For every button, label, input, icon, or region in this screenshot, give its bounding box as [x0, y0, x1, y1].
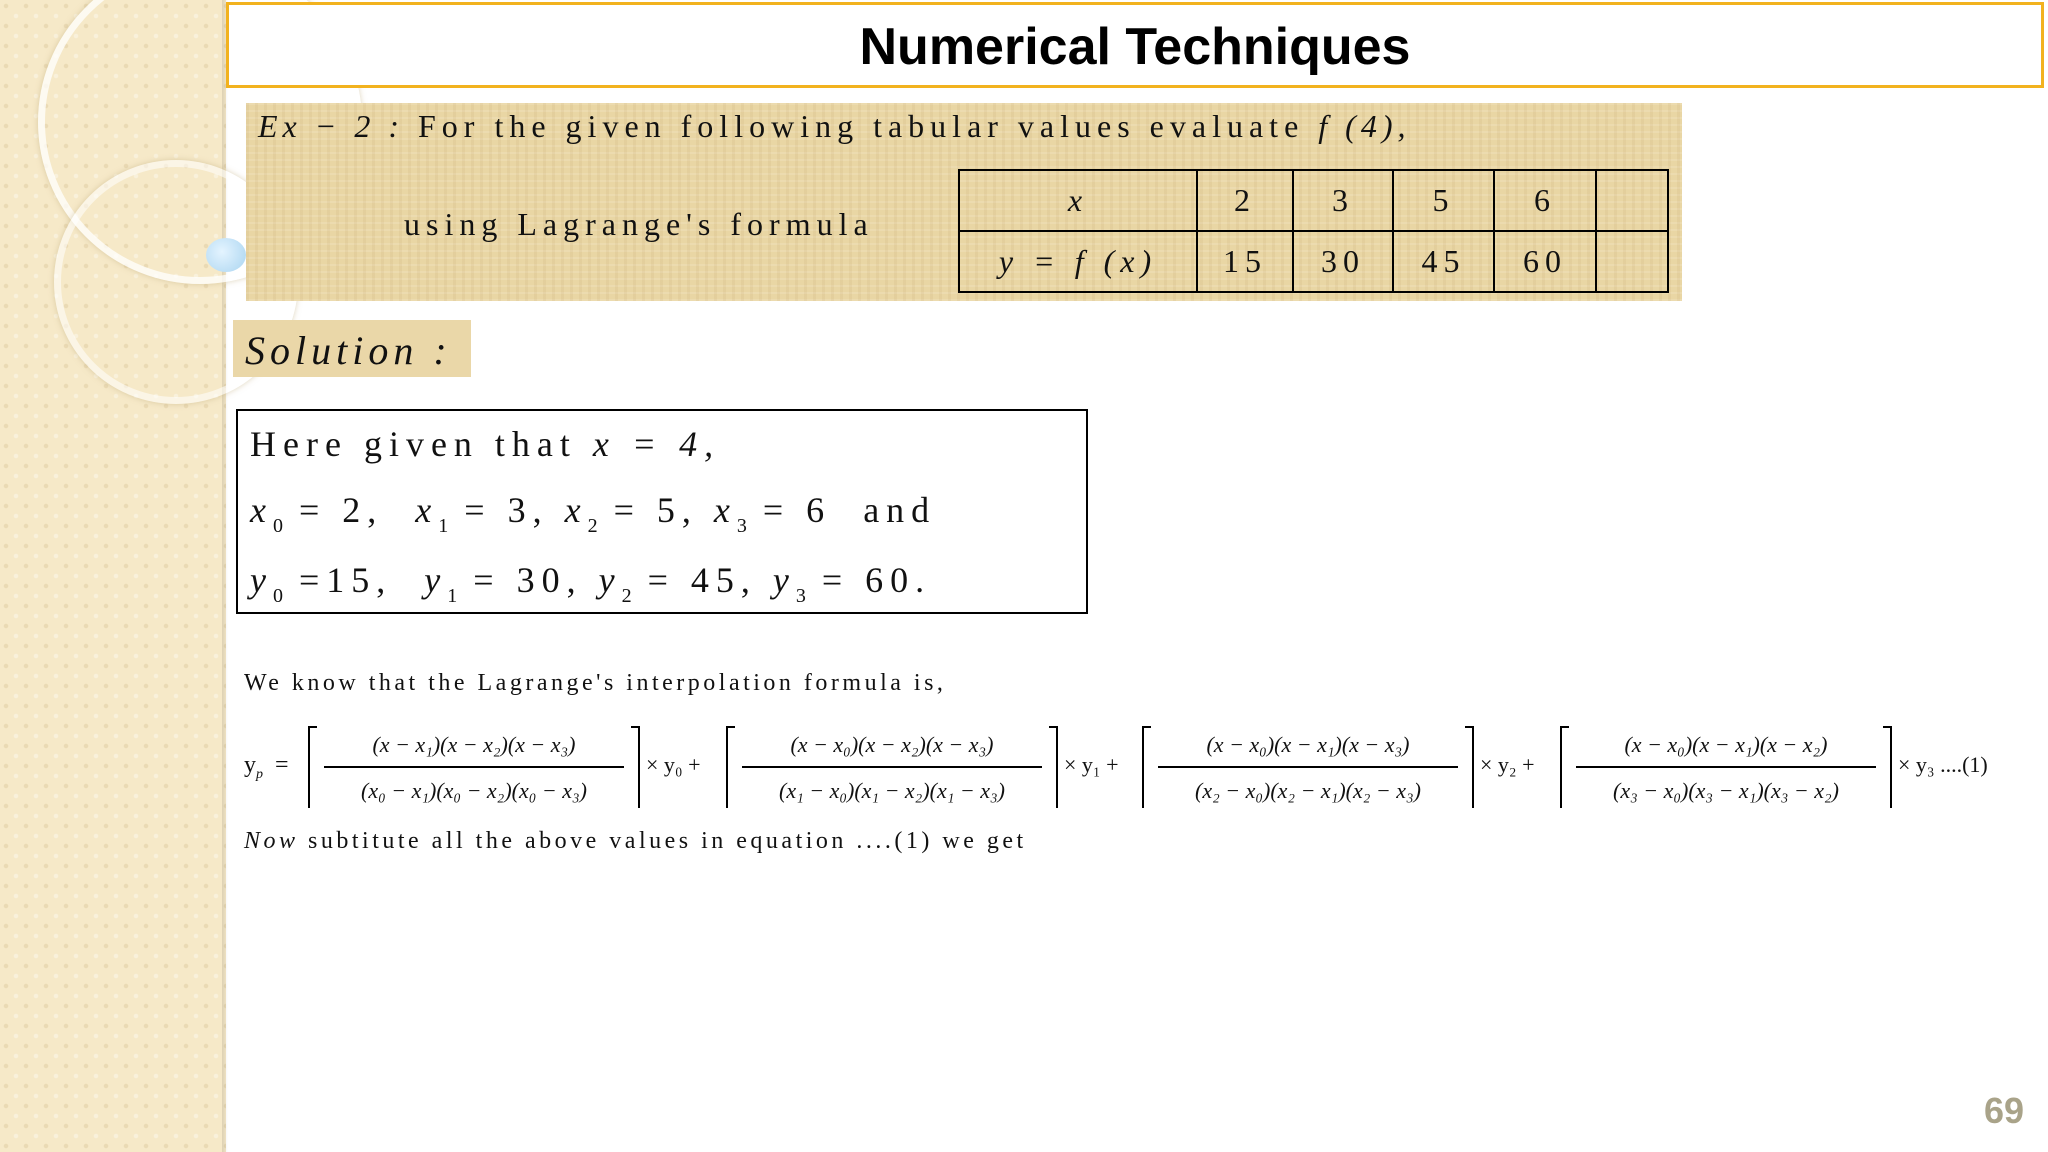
term-numerator: (x − x₀)(x − x₁)(x − x₂)	[1624, 732, 1828, 757]
lagrange-term-3	[1560, 726, 1892, 808]
and-word: and	[863, 490, 937, 530]
data-table	[958, 169, 1669, 293]
table-cell: 3	[1293, 170, 1393, 231]
given-values-box	[236, 409, 1088, 614]
table-row-x	[959, 170, 1668, 231]
y1-value: = 30,	[473, 560, 583, 600]
lagrange-term-1	[726, 726, 1058, 808]
term-numerator: (x − x₁)(x − x₂)(x − x₃)	[372, 732, 576, 757]
fraction-line	[1576, 766, 1876, 768]
table-cell: 30	[1293, 231, 1393, 292]
term-multiplier: × y₃ ....(1)	[1898, 752, 1988, 777]
slide-title: Numerical Techniques	[859, 18, 1411, 76]
table-header-y: y = f (x)	[959, 231, 1197, 292]
x3-value: = 6	[762, 490, 832, 530]
table-cell: 5	[1393, 170, 1494, 231]
lagrange-term-0	[308, 726, 640, 808]
example-statement	[258, 108, 1410, 145]
table-cell: 6	[1494, 170, 1596, 231]
substitute-instruction	[244, 828, 1027, 855]
term-multiplier: × y₀ +	[646, 752, 701, 777]
given-line-2: $x_0 = 2$, $x_1 = 3$, $x_2 = 5$, $x_3 = 6$ and	[250, 490, 937, 537]
table-cell: 2	[1197, 170, 1293, 231]
example-target: f (4),	[1318, 108, 1411, 144]
x2-value: = 5,	[613, 490, 698, 530]
term-denominator: (x₁ − x₀)(x₁ − x₂)(x₁ − x₃)	[779, 778, 1005, 803]
page-number: 69	[1983, 1090, 2024, 1131]
term-denominator: (x₀ − x₁)(x₀ − x₂)(x₀ − x₃)	[361, 778, 587, 803]
term-denominator: (x₂ − x₀)(x₂ − x₁)(x₂ − x₃)	[1195, 778, 1421, 803]
formula-lhs: $y_p$ =	[244, 752, 289, 782]
lagrange-term-2	[1142, 726, 1474, 808]
title-bar	[226, 2, 2044, 88]
decorative-bubble	[206, 238, 246, 272]
solution-heading: Solution :	[233, 320, 471, 377]
example-method: using Lagrange's formula	[404, 206, 874, 242]
table-cell	[1596, 170, 1668, 231]
term-multiplier: × y₁ +	[1064, 752, 1119, 777]
example-text: For the given following tabular values evaluate	[418, 108, 1305, 144]
fraction-line	[1158, 766, 1458, 768]
table-cell: 60	[1494, 231, 1596, 292]
table-cell	[1596, 231, 1668, 292]
table-row-y	[959, 231, 1668, 292]
example-label: Ex − 2 :	[258, 108, 404, 144]
given-x-value: x = 4,	[592, 424, 721, 464]
given-line-1	[250, 423, 720, 465]
now-word: Now	[244, 828, 299, 854]
y3-value: = 60.	[821, 560, 932, 600]
given-line-3: $y_0 =15$, $y_1 = 30$, $y_2 = 45$, $y_3 = 60$.	[250, 560, 932, 607]
x0-value: = 2,	[298, 490, 384, 530]
y0-value: =15,	[298, 560, 393, 600]
term-denominator: (x₃ − x₀)(x₃ − x₁)(x₃ − x₂)	[1613, 778, 1839, 803]
given-text: Here given that	[250, 424, 577, 464]
term-multiplier: × y₂ +	[1480, 752, 1535, 777]
fraction-line	[742, 766, 1042, 768]
term-numerator: (x − x₀)(x − x₁)(x − x₃)	[1206, 732, 1410, 757]
formula-intro: We know that the Lagrange's interpolation formula is,	[244, 670, 947, 696]
fraction-line	[324, 766, 624, 768]
y2-value: = 45,	[647, 560, 757, 600]
x1-value: = 3,	[464, 490, 549, 530]
term-numerator: (x − x₀)(x − x₂)(x − x₃)	[790, 732, 994, 757]
table-header-x: x	[959, 170, 1197, 231]
table-cell: 45	[1393, 231, 1494, 292]
table-cell: 15	[1197, 231, 1293, 292]
substitute-text: subtitute all the above values in equation ....(1) we get	[308, 828, 1027, 854]
lagrange-formula	[242, 722, 2042, 812]
